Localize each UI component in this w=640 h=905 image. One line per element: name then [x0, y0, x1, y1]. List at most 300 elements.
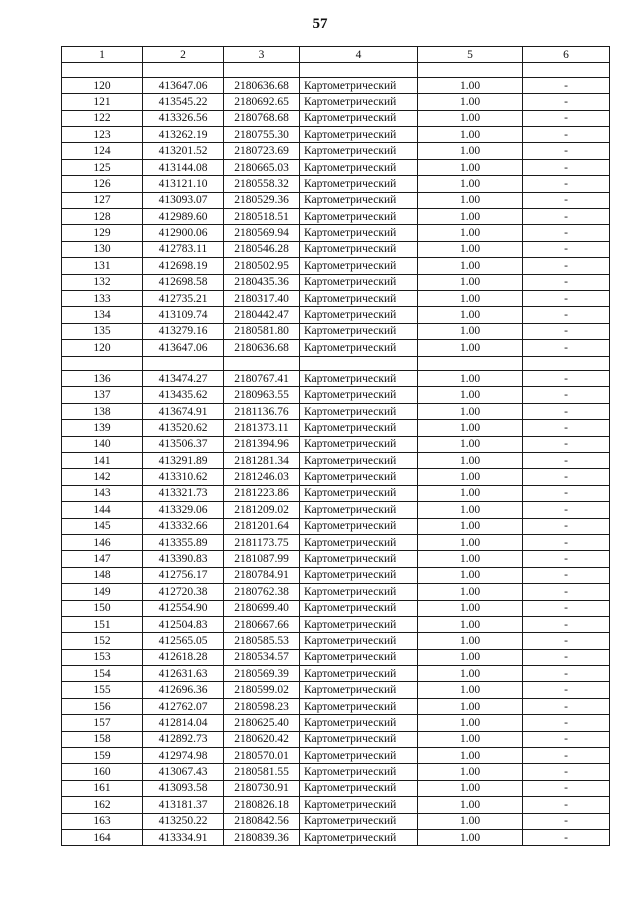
table-row: [62, 290, 610, 306]
table-row: [62, 371, 610, 387]
method-cell: Картометрический: [300, 420, 418, 436]
point-number-cell: 127: [62, 192, 143, 208]
description-cell: -: [523, 829, 610, 845]
table-row: [62, 192, 610, 208]
section-separator-row: [62, 63, 610, 78]
point-number-cell: 155: [62, 682, 143, 698]
table-row: [62, 534, 610, 550]
table-row: [62, 258, 610, 274]
header-accuracy: 5: [418, 47, 523, 63]
empty-cell: [418, 356, 523, 371]
x-coordinate-cell: 412631.63: [143, 666, 224, 682]
y-coordinate-cell: 2181246.03: [224, 469, 300, 485]
description-cell: -: [523, 666, 610, 682]
description-cell: -: [523, 323, 610, 339]
y-coordinate-cell: 2180667.66: [224, 616, 300, 632]
method-cell: Картометрический: [300, 77, 418, 93]
table-row: [62, 323, 610, 339]
y-coordinate-cell: 2180784.91: [224, 567, 300, 583]
y-coordinate-cell: 2180723.69: [224, 143, 300, 159]
y-coordinate-cell: 2180581.55: [224, 764, 300, 780]
y-coordinate-cell: 2180625.40: [224, 715, 300, 731]
x-coordinate-cell: 413093.07: [143, 192, 224, 208]
accuracy-cell: 1.00: [418, 127, 523, 143]
accuracy-cell: 1.00: [418, 387, 523, 403]
x-coordinate-cell: 413262.19: [143, 127, 224, 143]
point-number-cell: 156: [62, 698, 143, 714]
description-cell: -: [523, 682, 610, 698]
accuracy-cell: 1.00: [418, 274, 523, 290]
method-cell: Картометрический: [300, 241, 418, 257]
y-coordinate-cell: 2180534.57: [224, 649, 300, 665]
accuracy-cell: 1.00: [418, 829, 523, 845]
point-number-cell: 139: [62, 420, 143, 436]
accuracy-cell: 1.00: [418, 567, 523, 583]
description-cell: -: [523, 567, 610, 583]
point-number-cell: 142: [62, 469, 143, 485]
method-cell: Картометрический: [300, 258, 418, 274]
description-cell: -: [523, 241, 610, 257]
method-cell: Картометрический: [300, 323, 418, 339]
header-description: 6: [523, 47, 610, 63]
x-coordinate-cell: 413310.62: [143, 469, 224, 485]
point-number-cell: 164: [62, 829, 143, 845]
description-cell: -: [523, 797, 610, 813]
method-cell: Картометрический: [300, 666, 418, 682]
method-cell: Картометрический: [300, 485, 418, 501]
y-coordinate-cell: 2180317.40: [224, 290, 300, 306]
description-cell: -: [523, 813, 610, 829]
table-row: [62, 764, 610, 780]
empty-cell: [62, 356, 143, 371]
point-number-cell: 138: [62, 403, 143, 419]
accuracy-cell: 1.00: [418, 502, 523, 518]
x-coordinate-cell: 413321.73: [143, 485, 224, 501]
description-cell: -: [523, 485, 610, 501]
point-number-cell: 134: [62, 307, 143, 323]
description-cell: -: [523, 764, 610, 780]
table-row: [62, 813, 610, 829]
point-number-cell: 153: [62, 649, 143, 665]
table-row: [62, 241, 610, 257]
x-coordinate-cell: 413329.06: [143, 502, 224, 518]
x-coordinate-cell: 412762.07: [143, 698, 224, 714]
y-coordinate-cell: 2180502.95: [224, 258, 300, 274]
point-number-cell: 146: [62, 534, 143, 550]
y-coordinate-cell: 2180767.41: [224, 371, 300, 387]
method-cell: Картометрический: [300, 518, 418, 534]
point-number-cell: 162: [62, 797, 143, 813]
accuracy-cell: 1.00: [418, 420, 523, 436]
table-row: [62, 143, 610, 159]
method-cell: Картометрический: [300, 748, 418, 764]
method-cell: Картометрический: [300, 469, 418, 485]
y-coordinate-cell: 2180665.03: [224, 159, 300, 175]
table-row: [62, 584, 610, 600]
accuracy-cell: 1.00: [418, 813, 523, 829]
accuracy-cell: 1.00: [418, 77, 523, 93]
table-row: [62, 307, 610, 323]
empty-cell: [224, 63, 300, 78]
point-number-cell: 133: [62, 290, 143, 306]
table-row: [62, 420, 610, 436]
x-coordinate-cell: 413506.37: [143, 436, 224, 452]
table-row: [62, 829, 610, 845]
method-cell: Картометрический: [300, 127, 418, 143]
accuracy-cell: 1.00: [418, 780, 523, 796]
x-coordinate-cell: 413334.91: [143, 829, 224, 845]
accuracy-cell: 1.00: [418, 307, 523, 323]
x-coordinate-cell: 413647.06: [143, 340, 224, 356]
method-cell: Картометрический: [300, 387, 418, 403]
accuracy-cell: 1.00: [418, 715, 523, 731]
description-cell: -: [523, 780, 610, 796]
description-cell: -: [523, 209, 610, 225]
x-coordinate-cell: 413109.74: [143, 307, 224, 323]
accuracy-cell: 1.00: [418, 452, 523, 468]
x-coordinate-cell: 412892.73: [143, 731, 224, 747]
point-number-cell: 123: [62, 127, 143, 143]
table-row: [62, 209, 610, 225]
point-number-cell: 136: [62, 371, 143, 387]
table-row: [62, 600, 610, 616]
y-coordinate-cell: 2181281.34: [224, 452, 300, 468]
accuracy-cell: 1.00: [418, 403, 523, 419]
accuracy-cell: 1.00: [418, 143, 523, 159]
y-coordinate-cell: 2180636.68: [224, 77, 300, 93]
x-coordinate-cell: 413250.22: [143, 813, 224, 829]
method-cell: Картометрический: [300, 403, 418, 419]
x-coordinate-cell: 412974.98: [143, 748, 224, 764]
empty-cell: [300, 356, 418, 371]
method-cell: Картометрический: [300, 534, 418, 550]
point-number-cell: 122: [62, 110, 143, 126]
table-row: [62, 518, 610, 534]
table-row: [62, 567, 610, 583]
y-coordinate-cell: 2180442.47: [224, 307, 300, 323]
description-cell: -: [523, 176, 610, 192]
x-coordinate-cell: 412565.05: [143, 633, 224, 649]
description-cell: -: [523, 649, 610, 665]
y-coordinate-cell: 2180692.65: [224, 94, 300, 110]
description-cell: -: [523, 192, 610, 208]
point-number-cell: 141: [62, 452, 143, 468]
table-row: [62, 94, 610, 110]
y-coordinate-cell: 2180755.30: [224, 127, 300, 143]
x-coordinate-cell: 413067.43: [143, 764, 224, 780]
method-cell: Картометрический: [300, 502, 418, 518]
table-row: [62, 649, 610, 665]
x-coordinate-cell: 412900.06: [143, 225, 224, 241]
accuracy-cell: 1.00: [418, 600, 523, 616]
accuracy-cell: 1.00: [418, 110, 523, 126]
point-number-cell: 124: [62, 143, 143, 159]
method-cell: Картометрический: [300, 436, 418, 452]
point-number-cell: 130: [62, 241, 143, 257]
x-coordinate-cell: 413545.22: [143, 94, 224, 110]
y-coordinate-cell: 2181209.02: [224, 502, 300, 518]
y-coordinate-cell: 2181373.11: [224, 420, 300, 436]
table-row: [62, 127, 610, 143]
accuracy-cell: 1.00: [418, 94, 523, 110]
table-row: [62, 176, 610, 192]
y-coordinate-cell: 2181201.64: [224, 518, 300, 534]
accuracy-cell: 1.00: [418, 469, 523, 485]
method-cell: Картометрический: [300, 290, 418, 306]
table-row: [62, 551, 610, 567]
table-row: [62, 485, 610, 501]
description-cell: -: [523, 371, 610, 387]
point-number-cell: 160: [62, 764, 143, 780]
x-coordinate-cell: 412618.28: [143, 649, 224, 665]
accuracy-cell: 1.00: [418, 290, 523, 306]
x-coordinate-cell: 413144.08: [143, 159, 224, 175]
accuracy-cell: 1.00: [418, 258, 523, 274]
accuracy-cell: 1.00: [418, 225, 523, 241]
point-number-cell: 126: [62, 176, 143, 192]
table-row: [62, 682, 610, 698]
method-cell: Картометрический: [300, 274, 418, 290]
method-cell: Картометрический: [300, 176, 418, 192]
method-cell: Картометрический: [300, 600, 418, 616]
point-number-cell: 120: [62, 340, 143, 356]
method-cell: Картометрический: [300, 159, 418, 175]
table-row: [62, 77, 610, 93]
accuracy-cell: 1.00: [418, 323, 523, 339]
description-cell: -: [523, 307, 610, 323]
accuracy-cell: 1.00: [418, 797, 523, 813]
header-y: 3: [224, 47, 300, 63]
description-cell: -: [523, 469, 610, 485]
table-row: [62, 780, 610, 796]
description-cell: -: [523, 502, 610, 518]
table-row: [62, 666, 610, 682]
accuracy-cell: 1.00: [418, 176, 523, 192]
accuracy-cell: 1.00: [418, 633, 523, 649]
method-cell: Картометрический: [300, 813, 418, 829]
table-row: [62, 159, 610, 175]
table-row: [62, 110, 610, 126]
x-coordinate-cell: 412720.38: [143, 584, 224, 600]
y-coordinate-cell: 2180599.02: [224, 682, 300, 698]
description-cell: -: [523, 340, 610, 356]
accuracy-cell: 1.00: [418, 534, 523, 550]
y-coordinate-cell: 2181223.86: [224, 485, 300, 501]
point-number-cell: 121: [62, 94, 143, 110]
table-row: [62, 715, 610, 731]
method-cell: Картометрический: [300, 764, 418, 780]
x-coordinate-cell: 413520.62: [143, 420, 224, 436]
x-coordinate-cell: 412756.17: [143, 567, 224, 583]
description-cell: -: [523, 584, 610, 600]
accuracy-cell: 1.00: [418, 436, 523, 452]
y-coordinate-cell: 2180842.56: [224, 813, 300, 829]
method-cell: Картометрический: [300, 94, 418, 110]
header-x: 2: [143, 47, 224, 63]
point-number-cell: 150: [62, 600, 143, 616]
y-coordinate-cell: 2180546.28: [224, 241, 300, 257]
x-coordinate-cell: 413674.91: [143, 403, 224, 419]
table-row: [62, 633, 610, 649]
y-coordinate-cell: 2180435.36: [224, 274, 300, 290]
point-number-cell: 147: [62, 551, 143, 567]
y-coordinate-cell: 2181394.96: [224, 436, 300, 452]
method-cell: Картометрический: [300, 829, 418, 845]
y-coordinate-cell: 2180636.68: [224, 340, 300, 356]
y-coordinate-cell: 2180570.01: [224, 748, 300, 764]
empty-cell: [418, 63, 523, 78]
y-coordinate-cell: 2180529.36: [224, 192, 300, 208]
table-row: [62, 616, 610, 632]
point-number-cell: 128: [62, 209, 143, 225]
accuracy-cell: 1.00: [418, 666, 523, 682]
point-number-cell: 163: [62, 813, 143, 829]
accuracy-cell: 1.00: [418, 371, 523, 387]
accuracy-cell: 1.00: [418, 551, 523, 567]
description-cell: -: [523, 274, 610, 290]
description-cell: -: [523, 551, 610, 567]
point-number-cell: 131: [62, 258, 143, 274]
description-cell: -: [523, 436, 610, 452]
description-cell: -: [523, 748, 610, 764]
y-coordinate-cell: 2180699.40: [224, 600, 300, 616]
method-cell: Картометрический: [300, 780, 418, 796]
y-coordinate-cell: 2180518.51: [224, 209, 300, 225]
description-cell: -: [523, 403, 610, 419]
point-number-cell: 140: [62, 436, 143, 452]
y-coordinate-cell: 2180768.68: [224, 110, 300, 126]
x-coordinate-cell: 413647.06: [143, 77, 224, 93]
table-row: [62, 452, 610, 468]
header-row: [62, 47, 610, 63]
accuracy-cell: 1.00: [418, 616, 523, 632]
x-coordinate-cell: 412698.19: [143, 258, 224, 274]
coordinates-table: [61, 46, 610, 846]
point-number-cell: 148: [62, 567, 143, 583]
point-number-cell: 125: [62, 159, 143, 175]
description-cell: -: [523, 452, 610, 468]
y-coordinate-cell: 2180839.36: [224, 829, 300, 845]
header-point-number: 1: [62, 47, 143, 63]
description-cell: -: [523, 616, 610, 632]
accuracy-cell: 1.00: [418, 649, 523, 665]
page-number: 57: [312, 16, 328, 32]
y-coordinate-cell: 2180585.53: [224, 633, 300, 649]
method-cell: Картометрический: [300, 731, 418, 747]
x-coordinate-cell: 412554.90: [143, 600, 224, 616]
description-cell: -: [523, 698, 610, 714]
method-cell: Картометрический: [300, 616, 418, 632]
description-cell: -: [523, 387, 610, 403]
accuracy-cell: 1.00: [418, 340, 523, 356]
x-coordinate-cell: 413291.89: [143, 452, 224, 468]
method-cell: Картометрический: [300, 584, 418, 600]
table-row: [62, 469, 610, 485]
description-cell: -: [523, 143, 610, 159]
method-cell: Картометрический: [300, 143, 418, 159]
table-body: [62, 63, 610, 846]
x-coordinate-cell: 413474.27: [143, 371, 224, 387]
y-coordinate-cell: 2180569.39: [224, 666, 300, 682]
description-cell: -: [523, 127, 610, 143]
method-cell: Картометрический: [300, 209, 418, 225]
empty-cell: [300, 63, 418, 78]
accuracy-cell: 1.00: [418, 518, 523, 534]
description-cell: -: [523, 77, 610, 93]
point-number-cell: 158: [62, 731, 143, 747]
table-row: [62, 748, 610, 764]
point-number-cell: 132: [62, 274, 143, 290]
y-coordinate-cell: 2180569.94: [224, 225, 300, 241]
x-coordinate-cell: 413279.16: [143, 323, 224, 339]
method-cell: Картометрический: [300, 551, 418, 567]
description-cell: -: [523, 600, 610, 616]
description-cell: -: [523, 110, 610, 126]
table-row: [62, 436, 610, 452]
point-number-cell: 149: [62, 584, 143, 600]
description-cell: -: [523, 715, 610, 731]
point-number-cell: 135: [62, 323, 143, 339]
method-cell: Картометрический: [300, 715, 418, 731]
empty-cell: [523, 356, 610, 371]
point-number-cell: 159: [62, 748, 143, 764]
table-row: [62, 797, 610, 813]
method-cell: Картометрический: [300, 110, 418, 126]
method-cell: Картометрический: [300, 682, 418, 698]
empty-cell: [224, 356, 300, 371]
table-row: [62, 403, 610, 419]
x-coordinate-cell: 413435.62: [143, 387, 224, 403]
point-number-cell: 151: [62, 616, 143, 632]
header-method: 4: [300, 47, 418, 63]
x-coordinate-cell: 413326.56: [143, 110, 224, 126]
accuracy-cell: 1.00: [418, 192, 523, 208]
empty-cell: [62, 63, 143, 78]
method-cell: Картометрический: [300, 371, 418, 387]
method-cell: Картометрический: [300, 452, 418, 468]
accuracy-cell: 1.00: [418, 698, 523, 714]
empty-cell: [143, 63, 224, 78]
description-cell: -: [523, 534, 610, 550]
accuracy-cell: 1.00: [418, 241, 523, 257]
x-coordinate-cell: 413332.66: [143, 518, 224, 534]
accuracy-cell: 1.00: [418, 159, 523, 175]
x-coordinate-cell: 413093.58: [143, 780, 224, 796]
empty-cell: [143, 356, 224, 371]
x-coordinate-cell: 413201.52: [143, 143, 224, 159]
accuracy-cell: 1.00: [418, 764, 523, 780]
y-coordinate-cell: 2180730.91: [224, 780, 300, 796]
y-coordinate-cell: 2180620.42: [224, 731, 300, 747]
y-coordinate-cell: 2181173.75: [224, 534, 300, 550]
description-cell: -: [523, 159, 610, 175]
point-number-cell: 145: [62, 518, 143, 534]
description-cell: -: [523, 225, 610, 241]
y-coordinate-cell: 2180581.80: [224, 323, 300, 339]
accuracy-cell: 1.00: [418, 209, 523, 225]
description-cell: -: [523, 258, 610, 274]
accuracy-cell: 1.00: [418, 682, 523, 698]
table-row: [62, 698, 610, 714]
point-number-cell: 129: [62, 225, 143, 241]
point-number-cell: 152: [62, 633, 143, 649]
y-coordinate-cell: 2180963.55: [224, 387, 300, 403]
y-coordinate-cell: 2181136.76: [224, 403, 300, 419]
point-number-cell: 144: [62, 502, 143, 518]
table-row: [62, 225, 610, 241]
method-cell: Картометрический: [300, 633, 418, 649]
section-separator-row: [62, 356, 610, 371]
